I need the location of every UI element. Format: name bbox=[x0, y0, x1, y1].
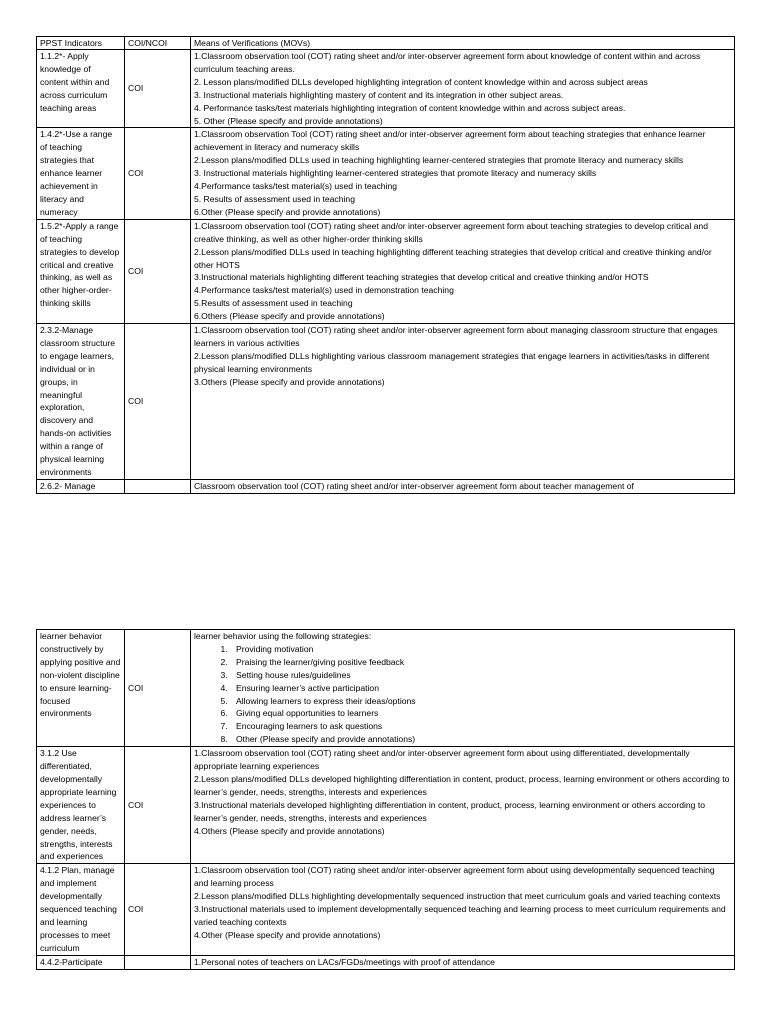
mov-item: 2.Lesson plans/modified DLLs used in teaching highlighting different teaching strategies that develop critical and creative thinking and/or other HOTS bbox=[194, 246, 712, 270]
mov-intro: learner behavior using the following strategies: bbox=[194, 631, 372, 641]
mov-table-page-2 bbox=[36, 629, 735, 970]
indicator-cell: 4.4.2-Participate bbox=[37, 955, 125, 969]
mov-item: Classroom observation tool (COT) rating sheet and/or inter-observer agreement form about teacher management of bbox=[194, 480, 634, 491]
movs-cell bbox=[191, 955, 735, 969]
header-coi-ncoi: COI/NCOI bbox=[125, 37, 191, 50]
movs-cell bbox=[191, 128, 735, 219]
indicator-cell: 2.6.2- Manage bbox=[37, 479, 125, 493]
header-indicators: PPST Indicators bbox=[37, 37, 125, 50]
mov-item: 3. Instructional materials highlighting learner-centered strategies that promote literacy and numeracy skills bbox=[194, 168, 597, 179]
mov-item: 2.Lesson plans/modified DLLs developed highlighting differentiation in content, product, process, learning environment or others according to learner’s gender, needs, strengths, interests and experiences bbox=[194, 773, 730, 797]
movs-cell bbox=[191, 50, 735, 128]
mov-item: 1.Classroom observation tool (COT) rating sheet and/or inter-observer agreement form about using differentiated, developmentally appropriate learning experiences bbox=[194, 748, 690, 772]
mov-item: 3.Instructional materials highlighting different teaching strategies that develop critical and creative thinking and/or HOTS bbox=[194, 272, 649, 283]
mov-item: 3.Instructional materials developed highlighting differentiation in content, product, process, learning environment or others according to learner’s gender, needs, strengths, interests and experiences bbox=[194, 799, 705, 823]
mov-item: 1.Personal notes of teachers on LACs/FGDs/meetings with proof of attendance bbox=[194, 956, 495, 967]
type-cell: COI bbox=[125, 128, 191, 219]
list-item: 6. Giving equal opportunities to learners bbox=[230, 707, 731, 720]
mov-item: 3.Others (Please specify and provide annotations) bbox=[194, 376, 385, 387]
indicator-cell: 3.1.2 Use differentiated, developmentally appropriate learning experiences to address learner’s gender, needs, strengths, interests and experiences bbox=[37, 747, 125, 864]
mov-item: 4.Other (Please specify and provide annotations) bbox=[194, 929, 381, 940]
list-item: 3. Setting house rules/guidelines bbox=[230, 669, 731, 682]
indicator-cell: 4.1.2 Plan, manage and implement developmentally sequenced teaching and learning processes to meet curriculum bbox=[37, 864, 125, 955]
mov-item: 2. Lesson plans/modified DLLs developed highlighting integration of content knowledge within and across subject areas bbox=[194, 76, 648, 87]
movs-cell bbox=[191, 219, 735, 323]
mov-item: 1.Classroom observation tool (COT) rating sheet and/or inter-observer agreement form about knowledge of content within and across curriculum teaching areas. bbox=[194, 51, 701, 74]
movs-cell bbox=[191, 630, 735, 747]
table-row bbox=[37, 479, 735, 493]
mov-item: 1.Classroom observation Tool (COT) rating sheet and/or inter-observer agreement form about teaching strategies that enhance learner achievement in literacy and numeracy skills bbox=[194, 129, 706, 153]
mov-item: 4.Performance tasks/test material(s) used in demonstration teaching bbox=[194, 285, 454, 296]
type-cell: COI bbox=[125, 219, 191, 323]
mov-item: 5. Results of assessment used in teaching bbox=[194, 193, 355, 204]
mov-item: 4.Others (Please specify and provide annotations) bbox=[194, 825, 385, 836]
list-item: 4. Ensuring learner’s active participation bbox=[230, 682, 731, 695]
strategy-list bbox=[194, 643, 731, 746]
type-cell: COI bbox=[125, 747, 191, 864]
type-cell: COI bbox=[125, 50, 191, 128]
table-row bbox=[37, 955, 735, 969]
indicator-cell: 1.5.2*-Apply a range of teaching strategies to develop critical and creative thinking, as well as other higher-order-thinking skills bbox=[37, 219, 125, 323]
type-cell bbox=[125, 479, 191, 493]
mov-item: 6.Others (Please specify and provide annotations) bbox=[194, 311, 385, 322]
table-row bbox=[37, 864, 735, 955]
mov-item: 1.Classroom observation tool (COT) rating sheet and/or inter-observer agreement form about teaching strategies to develop critical and creative thinking, as well as other higher-order thinking skills bbox=[194, 220, 708, 244]
table-row bbox=[37, 128, 735, 219]
table-row bbox=[37, 219, 735, 323]
list-item: 2. Praising the learner/giving positive feedback bbox=[230, 656, 731, 669]
indicator-cell: 2.3.2-Manage classroom structure to engage learners, individual or in groups, in meaningful exploration, discovery and hands-on activities within a range of physical learning environments bbox=[37, 324, 125, 480]
table-header-row bbox=[37, 37, 735, 50]
list-item: 1. Providing motivation bbox=[230, 643, 731, 656]
type-cell: COI bbox=[125, 864, 191, 955]
type-cell: COI bbox=[125, 324, 191, 480]
table-row bbox=[37, 50, 735, 128]
mov-item: 4.Performance tasks/test material(s) used in teaching bbox=[194, 181, 397, 192]
type-cell: COI bbox=[125, 630, 191, 747]
list-item: 7. Encouraging learners to ask questions bbox=[230, 720, 731, 733]
mov-item: 2.Lesson plans/modified DLLs highlighting developmentally sequenced instruction that meet curriculum goals and varied teaching contexts bbox=[194, 891, 721, 902]
movs-cell bbox=[191, 864, 735, 955]
table-row bbox=[37, 747, 735, 864]
table-row bbox=[37, 630, 735, 747]
list-item: 8. Other (Please specify and provide annotations) bbox=[230, 733, 731, 746]
header-movs: Means of Verifications (MOVs) bbox=[191, 37, 735, 50]
indicator-cell: 1.1.2*- Apply knowledge of content within and across curriculum teaching areas bbox=[37, 50, 125, 128]
type-cell bbox=[125, 955, 191, 969]
mov-item: 1.Classroom observation tool (COT) rating sheet and/or inter-observer agreement form about using developmentally sequenced teaching and learning process bbox=[194, 865, 715, 889]
movs-cell bbox=[191, 324, 735, 480]
mov-item: 3. Instructional materials highlighting mastery of content and its integration in other subject areas. bbox=[194, 89, 564, 100]
mov-item: 5. Other (Please specify and provide annotations) bbox=[194, 115, 383, 126]
mov-item: 1.Classroom observation tool (COT) rating sheet and/or inter-observer agreement form about managing classroom structure that engages learners in various activities bbox=[194, 325, 718, 348]
movs-cell bbox=[191, 747, 735, 864]
movs-cell bbox=[191, 479, 735, 493]
mov-table-page-1 bbox=[36, 36, 735, 494]
mov-item: 3.Instructional materials used to implement developmentally sequenced teaching and learning process to meet curriculum requirements and varied teaching contexts bbox=[194, 904, 726, 927]
mov-item: 6.Other (Please specify and provide annotations) bbox=[194, 206, 381, 217]
mov-item: 5.Results of assessment used in teaching bbox=[194, 298, 353, 309]
list-item: 5. Allowing learners to express their ideas/options bbox=[230, 695, 731, 708]
indicator-cell: 1.4.2*-Use a range of teaching strategies that enhance learner achievement in literacy and numeracy bbox=[37, 128, 125, 219]
mov-item: 2.Lesson plans/modified DLLs highlighting various classroom management strategies that engage learners in activities/tasks in different physical learning environments bbox=[194, 350, 710, 374]
mov-item: 4. Performance tasks/test materials highlighting integration of content knowledge within and across subject areas. bbox=[194, 102, 626, 113]
table-row bbox=[37, 324, 735, 480]
indicator-cell: learner behavior constructively by applying positive and non-violent discipline to ensure learning-focused environments bbox=[37, 630, 125, 747]
mov-item: 2.Lesson plans/modified DLLs used in teaching highlighting learner-centered strategies that promote literacy and numeracy skills bbox=[194, 155, 684, 166]
